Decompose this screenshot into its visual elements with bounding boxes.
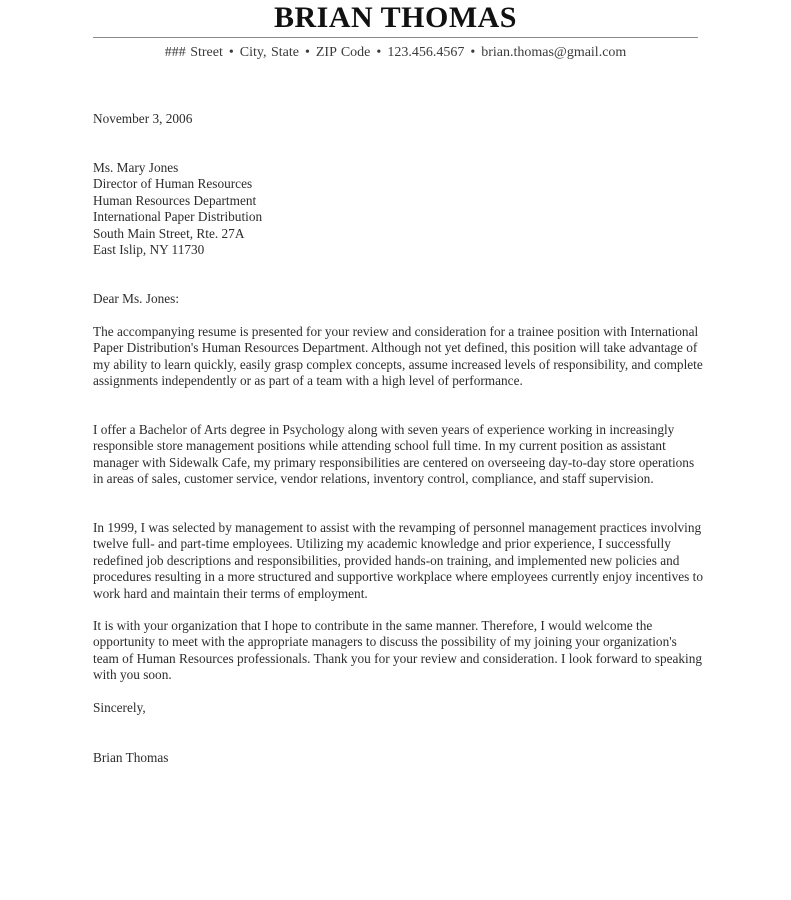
body-paragraph: I offer a Bachelor of Arts degree in Psychology along with seven years of experience working in increasingly responsible store management positions while attending school full time. In my current position as assistant manager with Sidewalk Cafe, my primary responsibilities are centered on overseeing day-to-day store operations in areas of sales, customer service, vendor relations, inventory control, compliance, and staff supervision.	[93, 422, 695, 487]
contact-street: ### Street	[164, 45, 223, 60]
contact-phone: 123.456.4567	[387, 45, 465, 60]
closing: Sincerely,	[93, 700, 146, 715]
contact-zip: ZIP Code	[315, 45, 371, 60]
recipient-street: South Main Street, Rte. 27A	[93, 225, 245, 241]
recipient-name: Ms. Mary Jones	[93, 160, 179, 175]
recipient-company: International Paper Distribution	[93, 209, 263, 225]
bullet-separator: •	[376, 45, 382, 60]
body-paragraph: In 1999, I was selected by management to assist with the revamping of personnel management practices involving twelve full- and part-time employees. Utilizing my academic knowledge and prior experience, I successfully redefined job descriptions and responsibilities, provided hands-on training, and implemented new policies and procedures resulting in a more structured and supportive workplace where employees currently enjoy incentives to work hard and maintain their terms of employment.	[93, 520, 703, 601]
recipient-city: East Islip, NY 11730	[93, 242, 205, 258]
contact-city-state: City, State	[239, 45, 299, 60]
contact-email: brian.thomas@gmail.com	[481, 45, 627, 60]
letterhead-divider	[93, 37, 698, 38]
letter-date: November 3, 2006	[93, 111, 193, 126]
bullet-separator: •	[228, 45, 234, 60]
letterhead-name: BRIAN THOMAS	[274, 1, 517, 34]
body-paragraph: It is with your organization that I hope to contribute in the same manner. Therefore, I would welcome the opportunity to meet with the appropriate managers to discuss the possibility of my joining your organization's team of Human Resources professionals. Thank you for your review and consideration. I look forward to speaking with you soon.	[93, 618, 703, 683]
letterhead-contact-line	[0, 44, 791, 62]
recipient-address	[93, 160, 703, 258]
salutation: Dear Ms. Jones:	[93, 291, 180, 306]
body-paragraph: The accompanying resume is presented for your review and consideration for a trainee position with International Paper Distribution's Human Resources Department. Although not yet defined, this position will take advantage of my ability to learn quickly, easily grasp complex concepts, assume increased levels of responsibility, and complete assignments independently or as part of a team with a high level of performance.	[93, 324, 703, 389]
bullet-separator: •	[470, 45, 476, 60]
bullet-separator: •	[304, 45, 310, 60]
recipient-department: Human Resources Department	[93, 192, 257, 208]
signature-name: Brian Thomas	[93, 750, 169, 765]
recipient-title: Director of Human Resources	[93, 176, 253, 192]
